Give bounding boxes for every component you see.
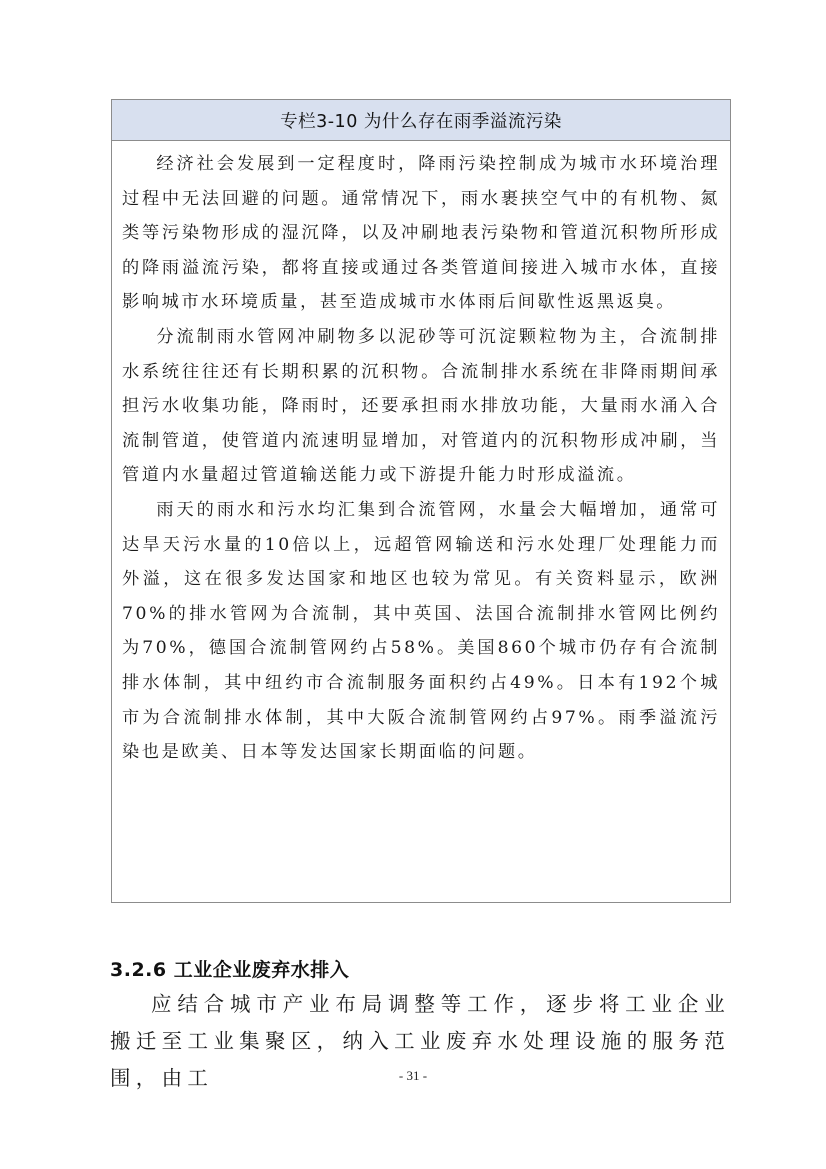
- sidebar-box-title: 专栏3-10 为什么存在雨季溢流污染: [112, 100, 730, 141]
- section-heading: 3.2.6 工业企业废弃水排入: [110, 959, 350, 981]
- page-number: - 31 -: [398, 1068, 428, 1083]
- sidebar-box-body: [112, 141, 730, 770]
- sidebar-paragraph: 雨天的雨水和污水均汇集到合流管网，水量会大幅增加，通常可达旱天污水量的10倍以上，远超管网输送和污水处理厂处理能力而外溢，这在很多发达国家和地区也较为常见。有关资料显示，欧洲70%的排水管网为合流制，其中英国、法国合流制排水管网比例约为70%，德国合流制管网约占58%。美国860个城市仍存有合流制排水体制，其中纽约市合流制服务面积约占49%。日本有192个城市为合流制排水体制，其中大阪合流制管网约占97%。雨季溢流污染也是欧美、日本等发达国家长期面临的问题。: [122, 499, 720, 763]
- body-paragraph: 应结合城市产业布局调整等工作，逐步将工业企业搬迁至工业集聚区，纳入工业废弃水处理设施的服务范围，由工: [110, 992, 730, 1090]
- sidebar-paragraph: 经济社会发展到一定程度时，降雨污染控制成为城市水环境治理过程中无法回避的问题。通常情况下，雨水裹挟空气中的有机物、氮类等污染物形成的湿沉降，以及冲刷地表污染物和管道沉积物所形成的降雨溢流污染，都将直接或通过各类管道间接进入城市水体，直接影响城市水环境质量，甚至造成城市水体雨后间歇性返黑返臭。: [122, 154, 720, 313]
- sidebar-paragraph: 分流制雨水管网冲刷物多以泥砂等可沉淀颗粒物为主，合流制排水系统往往还有长期积累的沉积物。合流制排水系统在非降雨期间承担污水收集功能，降雨时，还要承担雨水排放功能，大量雨水涌入合流制管道，使管道内流速明显增加，对管道内的沉积物形成冲刷，当管道内水量超过管道输送能力或下游提升能力时形成溢流。: [122, 326, 720, 486]
- sidebar-box: [111, 99, 731, 903]
